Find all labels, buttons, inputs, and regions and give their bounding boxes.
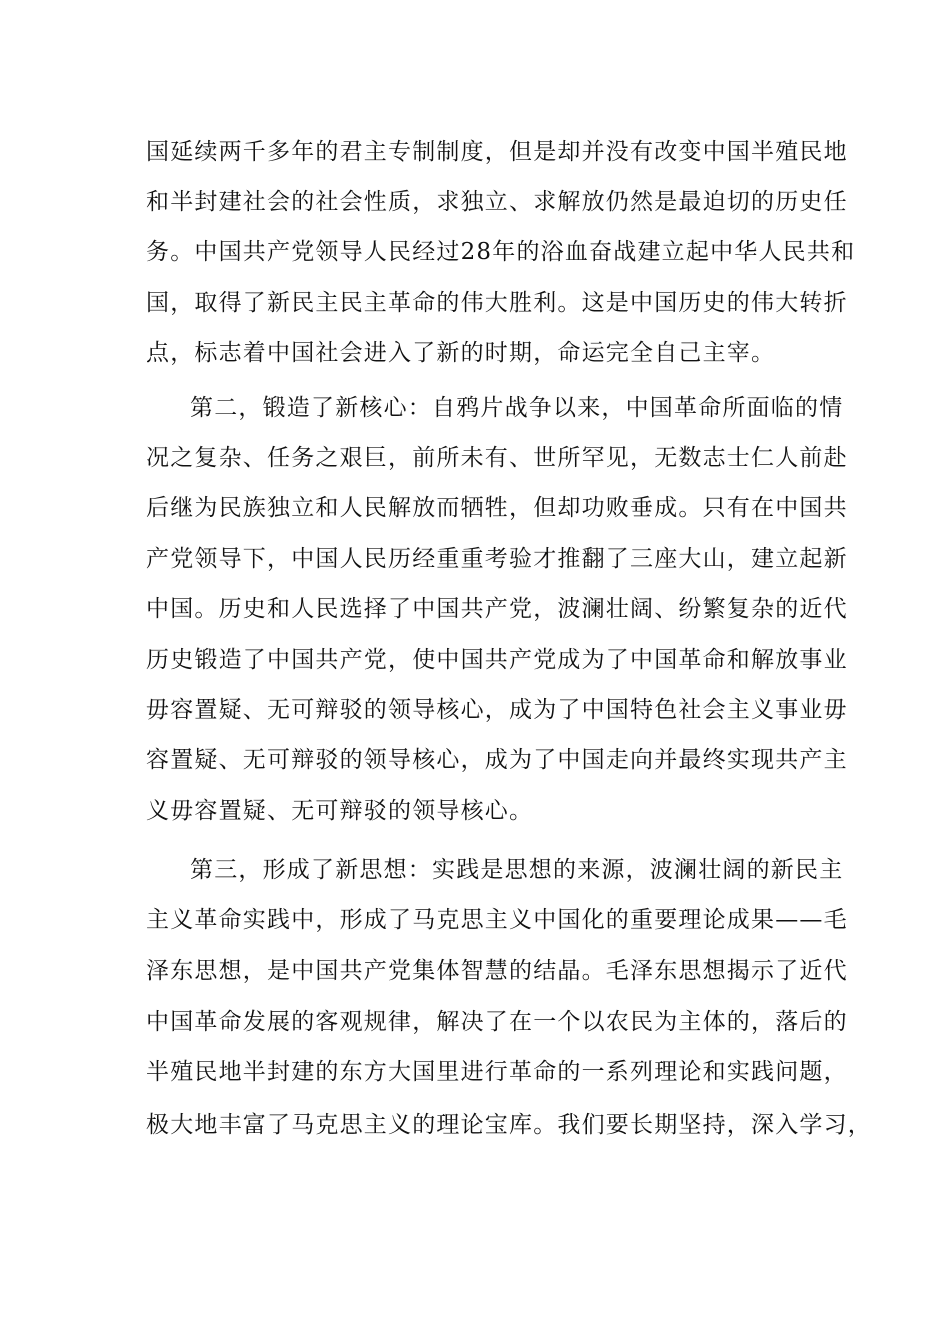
paragraph-start-line: 第二，锻造了新核心：自鸦片战争以来，中国革命所面临的情: [190, 395, 844, 421]
text-line: 后继为民族独立和人民解放而牺牲，但却功败垂成。只有在中国共: [146, 495, 848, 521]
text-line: 中国革命发展的客观规律，解决了在一个以农民为主体的，落后的: [146, 1009, 848, 1035]
text-line: 产党领导下，中国人民历经重重考验才推翻了三座大山，建立起新: [146, 546, 848, 572]
text-line: 毋容置疑、无可辩驳的领导核心，成为了中国特色社会主义事业毋: [146, 697, 848, 723]
text-line: 义毋容置疑、无可辩驳的领导核心。: [146, 798, 534, 824]
text-line: 中国。历史和人民选择了中国共产党，波澜壮阔、纷繁复杂的近代: [146, 596, 848, 622]
text-line: 务。中国共产党领导人民经过28年的浴血奋战建立起中华人民共和: [146, 239, 856, 265]
text-line: 半殖民地半封建的东方大国里进行革命的一系列理论和实践问题，: [146, 1059, 848, 1085]
text-line: 点，标志着中国社会进入了新的时期，命运完全自己主宰。: [146, 340, 776, 366]
text-line: 历史锻造了中国共产党，使中国共产党成为了中国革命和解放事业: [146, 647, 848, 673]
paragraph-start-line: 第三，形成了新思想：实践是思想的来源，波澜壮阔的新民主: [190, 857, 844, 883]
text-line: 极大地丰富了马克思主义的理论宝库。我们要长期坚持，深入学习，: [146, 1112, 872, 1138]
text-line: 国延续两千多年的君主专制制度，但是却并没有改变中国半殖民地: [146, 139, 848, 165]
text-line: 主义革命实践中，形成了马克思主义中国化的重要理论成果——毛: [146, 907, 848, 933]
text-line: 泽东思想，是中国共产党集体智慧的结晶。毛泽东思想揭示了近代: [146, 958, 848, 984]
text-line: 况之复杂、任务之艰巨，前所未有、世所罕见，无数志士仁人前赴: [146, 445, 848, 471]
text-line: 国，取得了新民主民主革命的伟大胜利。这是中国历史的伟大转折: [146, 290, 848, 316]
text-line: 容置疑、无可辩驳的领导核心，成为了中国走向并最终实现共产主: [146, 747, 848, 773]
text-line: 和半封建社会的社会性质，求独立、求解放仍然是最迫切的历史任: [146, 189, 848, 215]
